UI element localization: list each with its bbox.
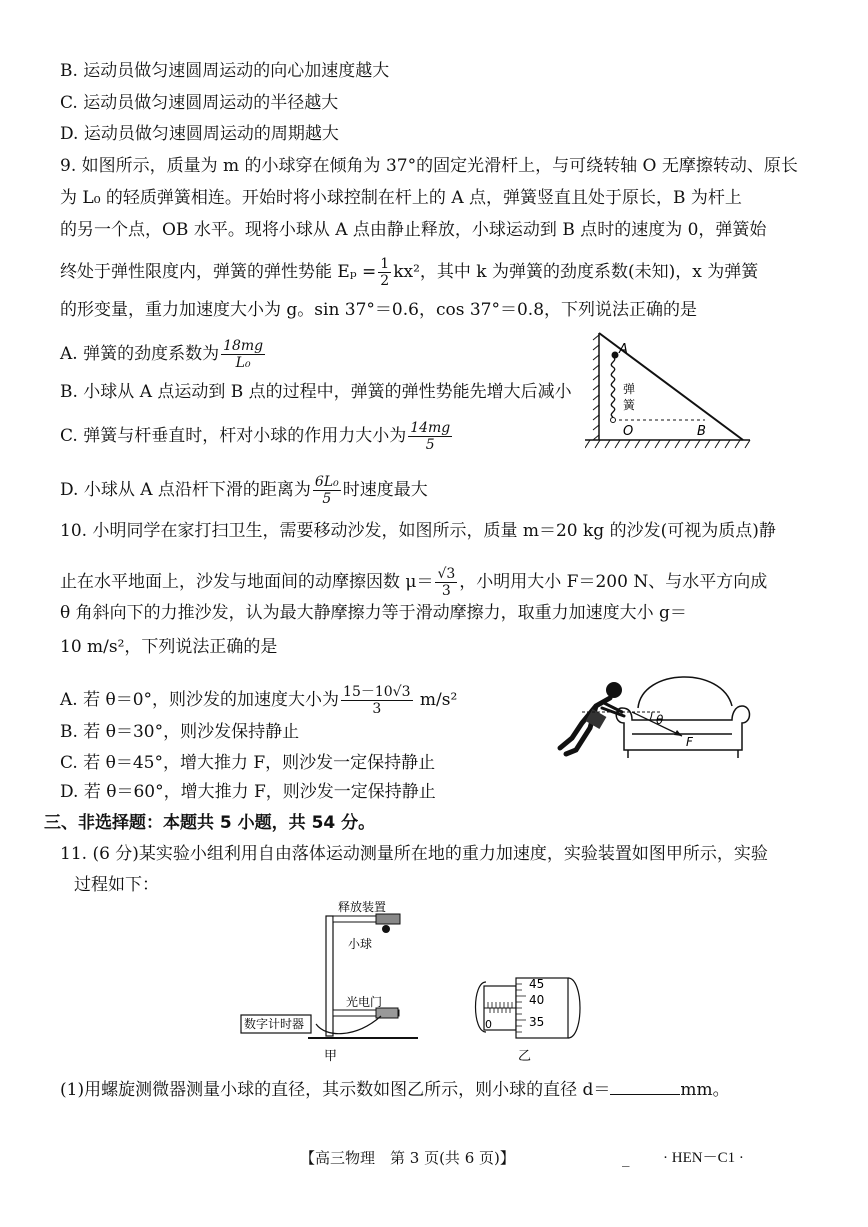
- q8-option-b: B. 运动员做匀速圆周运动的向心加速度越大: [60, 61, 390, 81]
- spring-label-2: 簧: [623, 398, 636, 412]
- photogate: [376, 1008, 398, 1018]
- q10-option-a-fraction: [341, 684, 412, 717]
- spring-label-1: 弹: [623, 382, 636, 396]
- q10-option-a: [60, 684, 457, 717]
- frac-den: 5: [322, 491, 332, 507]
- q9-stem-line4-b: kx²，其中 k 为弹簧的劲度系数(未知)，x 为弹簧: [393, 262, 759, 282]
- frac-num: 15－10√3: [343, 684, 411, 700]
- label-theta: θ: [656, 713, 664, 727]
- q9-incline-figure: [585, 325, 755, 455]
- q9-stem-line1: 9. 如图所示，质量为 m 的小球穿在倾角为 37°的固定光滑杆上，与可绕转轴 O 无摩擦转动、原长: [60, 156, 798, 176]
- spring: [611, 357, 614, 417]
- q10-stem-line4: 10 m/s²，下列说法正确的是: [60, 637, 278, 657]
- q9-option-c-fraction: [408, 420, 452, 453]
- small-ball: [382, 925, 390, 933]
- ground-hatch: [585, 440, 750, 448]
- q11-sub1: [60, 1078, 730, 1101]
- theta-arc: [650, 712, 652, 720]
- release-device: [376, 914, 400, 924]
- q9-option-d: [60, 474, 428, 507]
- q10-stem-line3: θ 角斜向下的力推沙发，认为最大静摩擦力等于滑动摩擦力，取重力加速度大小 g＝: [60, 603, 687, 623]
- label-jia: 甲: [324, 1049, 338, 1064]
- frac-den: 5: [425, 437, 435, 453]
- sofa: [616, 677, 749, 758]
- scale-40: 40: [529, 993, 545, 1007]
- frac-num: 1: [380, 256, 390, 272]
- answer-blank[interactable]: [610, 1078, 680, 1095]
- q9-option-a-fraction: [221, 338, 265, 371]
- label-ball: 小球: [348, 937, 373, 951]
- section-three-heading: 三、非选择题：本题共 5 小题，共 54 分。: [44, 813, 376, 833]
- arrowhead-icon: [674, 730, 682, 736]
- q11-sub1-text: (1)用螺旋测微器测量小球的直径，其示数如图乙所示，则小球的直径 d＝: [60, 1080, 611, 1100]
- q9-option-d-fraction: [313, 474, 341, 507]
- q9-option-c: [60, 420, 454, 453]
- footer-dash: _: [622, 1149, 630, 1167]
- label-release: 释放装置: [338, 900, 387, 914]
- q11-sub1-unit: mm。: [680, 1080, 730, 1100]
- q9-stem-line2: 为 L₀ 的轻质弹簧相连。开始时将小球控制在杆上的 A 点，弹簧竖直且处于原长，B 为杆上: [60, 188, 742, 208]
- q10-stem-line2-b: ，小明用大小 F＝200 N、与水平方向成: [459, 572, 768, 592]
- q10-option-a-text: A. 若 θ＝0°，则沙发的加速度大小为: [60, 690, 340, 710]
- label-b: B: [697, 424, 706, 439]
- q11-stem-line2: 过程如下：: [74, 875, 159, 895]
- label-a: A: [619, 342, 628, 357]
- q8-option-d: D. 运动员做匀速圆周运动的周期越大: [60, 124, 339, 144]
- pivot-o: [611, 418, 616, 423]
- q9-option-d-post: 时速度最大: [342, 480, 428, 500]
- q9-option-d-text: D. 小球从 A 点沿杆下滑的距离为: [60, 480, 311, 500]
- frac-den: 3: [441, 583, 451, 599]
- wall: [593, 333, 599, 440]
- frac-den: 2: [380, 273, 390, 289]
- q9-stem-line4-a: 终处于弹性限度内，弹簧的弹性势能 Eₚ =: [60, 262, 377, 282]
- frac-den: 3: [372, 701, 382, 717]
- micrometer-yi: [476, 977, 581, 1064]
- q9-option-c-text: C. 弹簧与杆垂直时，杆对小球的作用力大小为: [60, 426, 407, 446]
- label-timer: 数字计时器: [244, 1017, 305, 1031]
- person-pushing: [560, 682, 624, 754]
- label-yi: 乙: [518, 1049, 532, 1064]
- frac-num: 6L₀: [314, 474, 339, 490]
- q9-option-a: [60, 338, 267, 371]
- q10-option-a-unit: m/s²: [419, 690, 458, 710]
- q9-half-fraction: [378, 256, 391, 289]
- q10-stem-line2-a: 止在水平地面上，沙发与地面间的动摩擦因数 μ＝: [60, 572, 434, 592]
- q9-option-a-text: A. 弹簧的劲度系数为: [60, 344, 220, 364]
- q10-stem-line2: [60, 566, 767, 599]
- q9-stem-line5: 的形变量，重力加速度大小为 g。sin 37°＝0.6，cos 37°＝0.8，下列说法正确的是: [60, 300, 698, 320]
- q10-option-c: C. 若 θ＝45°，增大推力 F，则沙发一定保持静止: [60, 753, 436, 773]
- q10-option-d: D. 若 θ＝60°，增大推力 F，则沙发一定保持静止: [60, 782, 436, 802]
- q11-stem-line1: 11. (6 分)某实验小组利用自由落体运动测量所在地的重力加速度，实验装置如图甲所示，实验: [60, 844, 768, 864]
- q9-stem-line3: 的另一个点，OB 水平。现将小球从 A 点由静止释放，小球运动到 B 点时的速度为 0，弹簧始: [60, 220, 767, 240]
- frac-den: L₀: [235, 355, 251, 371]
- q11-figure: [236, 898, 586, 1070]
- label-o: O: [623, 424, 634, 439]
- label-gate: 光电门: [346, 995, 383, 1009]
- scale-45: 45: [529, 977, 545, 991]
- scale-0: 0: [485, 1018, 492, 1031]
- q8-option-c: C. 运动员做匀速圆周运动的半径越大: [60, 93, 339, 113]
- q10-option-b: B. 若 θ＝30°，则沙发保持静止: [60, 722, 300, 742]
- label-f: F: [686, 735, 693, 749]
- footer-page-info: 【高三物理 第 3 页(共 6 页)】: [300, 1149, 515, 1167]
- q10-mu-fraction: [435, 566, 457, 599]
- frac-num: 18mg: [223, 338, 264, 354]
- apparatus-jia: [241, 899, 418, 1064]
- q9-option-b: B. 小球从 A 点运动到 B 点的过程中，弹簧的弹性势能先增大后减小: [60, 382, 572, 402]
- q9-stem-line4: [60, 256, 758, 289]
- footer-code: · HEN－C1 ·: [663, 1150, 744, 1166]
- frac-num: √3: [437, 566, 456, 582]
- scale-35: 35: [529, 1015, 545, 1029]
- ball-a: [612, 352, 619, 359]
- frac-num: 14mg: [410, 420, 451, 436]
- q10-sofa-figure: [552, 668, 762, 768]
- q10-stem-line1: 10. 小明同学在家打扫卫生，需要移动沙发，如图所示，质量 m＝20 kg 的沙发(可视为质点)静: [60, 521, 776, 541]
